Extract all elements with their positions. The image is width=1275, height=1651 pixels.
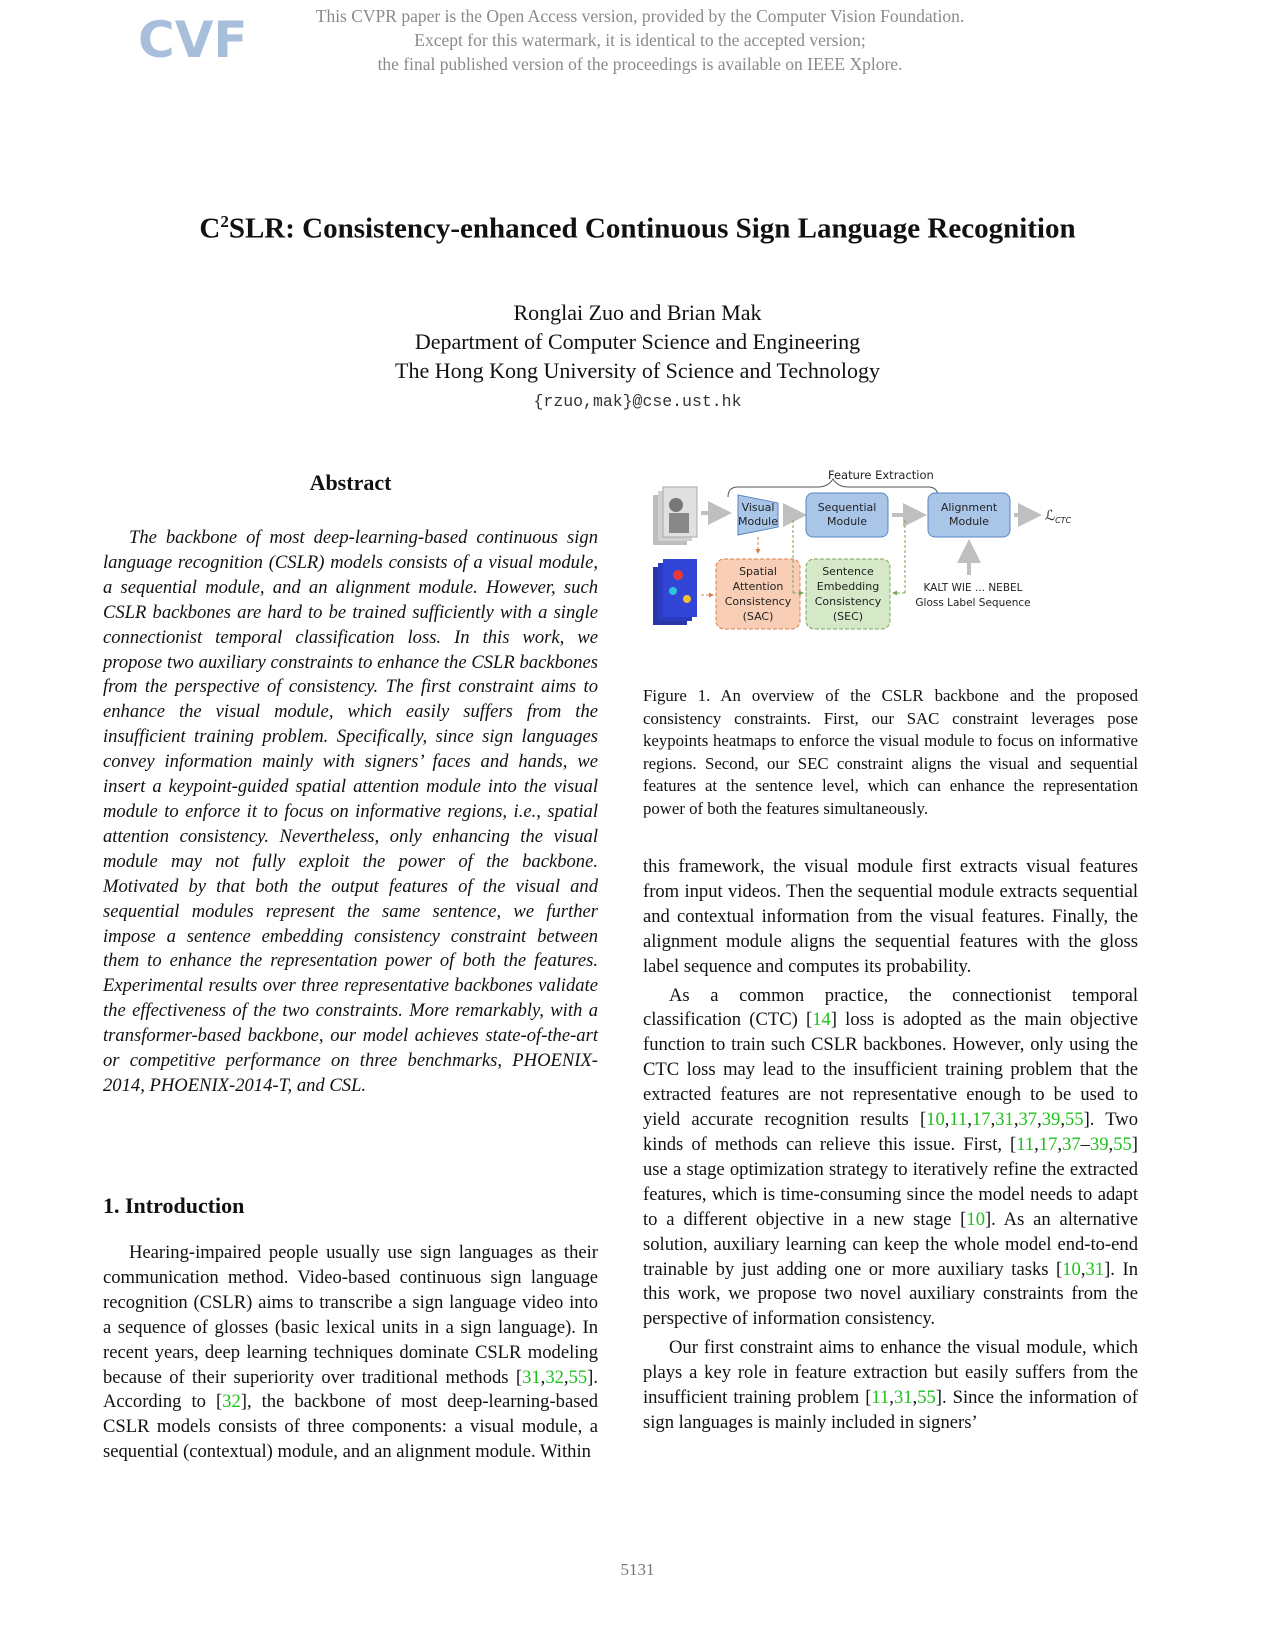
citation-link[interactable]: 17 <box>971 1109 991 1131</box>
citation-link[interactable]: 31 <box>1085 1258 1105 1280</box>
sequential-module-label-1: Sequential <box>817 501 877 514</box>
sac-label-1: Spatial <box>739 565 777 578</box>
citation-link[interactable]: 31 <box>995 1109 1014 1131</box>
visual-module-label-2: Module <box>738 515 778 528</box>
citation-link[interactable]: 39 <box>1089 1133 1109 1155</box>
gloss-label-example: KALT WIE ... NEBEL <box>923 582 1023 594</box>
citation-link[interactable]: 37 <box>1018 1109 1038 1131</box>
introduction-paragraph: Hearing-impaired people usually use sign languages as their communication method. Video-based continuous sign language recognition (CSLR) aims to transcribe a sign language video into a sequence of glosses (basic lexical units in a sign language). In recent years, deep learning techniques dominate CSLR modeling because of their superiority over traditional methods [31,32,55]. According to [32], the backbone of most deep-learning-based CSLR models consists of three components: a visual module, a sequential (contextual) module, and an alignment module. Within <box>103 1242 598 1463</box>
citation-link[interactable]: 31 <box>522 1366 541 1388</box>
author-department: Department of Computer Science and Engineering <box>414 329 861 354</box>
title-superscript: 2 <box>220 212 229 231</box>
citation-link[interactable]: 10 <box>1062 1258 1081 1280</box>
keypoint-heatmaps-icon <box>653 559 697 625</box>
watermark-line-2: Except for this watermark, it is identical to the accepted version; <box>414 30 866 50</box>
alignment-module-label-1: Alignment <box>940 501 998 514</box>
citation-link[interactable]: 39 <box>1041 1109 1061 1131</box>
input-video-frames-icon <box>653 487 697 545</box>
author-university: The Hong Kong University of Science and Technology <box>395 358 880 383</box>
author-email: {rzuo,mak}@cse.ust.hk <box>533 392 742 411</box>
figure-1-diagram <box>643 465 1138 665</box>
cvf-logo <box>138 10 248 70</box>
title-rest: SLR: Consistency-enhanced Continuous Sign Language Recognition <box>228 212 1076 245</box>
sac-label-2: Attention <box>732 580 784 593</box>
introduction-heading: 1. Introduction <box>103 1193 245 1218</box>
paper-title <box>100 212 1175 246</box>
citation-link[interactable]: 55 <box>1113 1133 1132 1155</box>
citation-link[interactable]: 55 <box>1064 1109 1084 1131</box>
page-number: 5131 <box>620 1560 655 1579</box>
citation-link[interactable]: 37 <box>1062 1133 1081 1155</box>
ctc-loss-symbol: ℒ$_{CTC}$ <box>1045 508 1072 525</box>
visual-module-label-1: Visual <box>741 501 775 514</box>
author-block <box>200 298 1075 416</box>
watermark-line-3: the final published version of the proceedings is available on IEEE Xplore. <box>377 54 903 74</box>
abstract-heading: Abstract <box>309 470 392 495</box>
feature-extraction-label: Feature Extraction <box>828 468 934 482</box>
right-column-body <box>643 855 1138 1440</box>
paragraph-framework: this framework, the visual module first extracts visual features from input videos. Then the sequential module extracts sequential and contextual information from the visual features. Finally, the alignment module aligns the sequential features with the gloss label sequence and computes its probability. <box>643 856 1138 977</box>
watermark-notice <box>230 4 1050 76</box>
paragraph-ctc: As a common practice, the connectionist temporal classification (CTC) [14] loss is adopted as the main objective function to train such CSLR backbones. However, only using the CTC loss may lead to the insufficient training problem that the extracted features are not representative enough to be used to yield accurate recognition results [10,11,17,31,37,39,55]. Two kinds of methods can relieve this issue. First, [11,17,37–39,55] use a stage optimization strategy to iteratively refine the extracted features, which is time-consuming since the model needs to adapt to a different objective in a new stage [10]. As an alternative solution, auxiliary learning can keep the whole model end-to-end trainable by just adding one or more auxiliary tasks [10,31]. In this work, we propose two novel auxiliary constraints from the perspective of information consistency. <box>643 984 1139 1330</box>
alignment-module-label-2: Module <box>949 515 989 528</box>
citation-link[interactable]: 11 <box>871 1387 890 1409</box>
author-names: Ronglai Zuo and Brian Mak <box>513 300 762 325</box>
citation-link[interactable]: 11 <box>1016 1133 1035 1155</box>
citation-link[interactable]: 10 <box>926 1109 945 1131</box>
citation-link[interactable]: 32 <box>545 1366 564 1388</box>
gloss-label-sequence-label: Gloss Label Sequence <box>915 597 1031 609</box>
sec-label-1: Sentence <box>822 565 874 578</box>
citation-link[interactable]: 55 <box>568 1366 588 1388</box>
sec-label-3: Consistency <box>814 595 882 608</box>
sec-label-4: (SEC) <box>832 610 864 623</box>
sec-label-2: Embedding <box>816 580 880 593</box>
abstract-text: The backbone of most deep-learning-based continuous sign language recognition (CSLR) models consists of a visual module, a sequential module, and an alignment module. However, such CSLR backbones are hard to be trained sufficiently with a single connectionist temporal classification loss. In this work, we propose two auxiliary constraints to enhance the CSLR backbones from the perspective of consistency. The first constraint aims to enhance the visual module, which easily suffers from the insufficient training problem. Specifically, since sign languages convey information mainly with signers’ faces and hands, we insert a keypoint-guided spatial attention module into the visual module to enforce it to focus on informative regions, i.e., spatial attention consistency. Nevertheless, only enhancing the visual module may not fully exploit the power of the backbone. Motivated by that both the output features of the visual and sequential modules represent the same sentence, we further impose a sentence embedding consistency constraint between them to enhance the representation power of both the features. Experimental results over three representative backbones validate the effectiveness of the two constraints. More remarkably, with a transformer-based backbone, our model achieves state-of-the-art or competitive performance on three benchmarks, PHOENIX-2014, PHOENIX-2014-T, and CSL. <box>103 527 598 1096</box>
citation-link[interactable]: 10 <box>966 1208 985 1230</box>
title-prefix: C <box>199 212 221 245</box>
sac-label-4: (SAC) <box>742 610 774 623</box>
cvf-logo-text: CVF <box>138 11 248 69</box>
citation-link[interactable]: 14 <box>812 1009 831 1031</box>
citation-link[interactable]: 17 <box>1038 1133 1058 1155</box>
citation-link[interactable]: 31 <box>893 1387 913 1409</box>
citation-link[interactable]: 55 <box>917 1387 936 1409</box>
sequential-module-label-2: Module <box>827 515 867 528</box>
figure-1-caption: Figure 1. An overview of the CSLR backbone and the proposed consistency constraints. First, our SAC constraint leverages pose keypoints heatmaps to enforce the visual module to focus on informative regions. Second, our SEC constraint aligns the visual and sequential features at the sentence level, which can enhance the representation power of both the features simultaneously. <box>643 686 1138 818</box>
citation-link[interactable]: 32 <box>222 1391 241 1413</box>
sac-label-3: Consistency <box>724 595 792 608</box>
paragraph-first-constraint: Our first constraint aims to enhance the visual module, which plays a key role in feature extraction but easily suffers from the insufficient training problem [11,31,55]. Since the information of sign languages is mainly included in signers’ <box>643 1337 1139 1433</box>
citation-link[interactable]: 11 <box>949 1109 968 1131</box>
watermark-line-1: This CVPR paper is the Open Access version, provided by the Computer Vision Foundation. <box>315 6 965 26</box>
